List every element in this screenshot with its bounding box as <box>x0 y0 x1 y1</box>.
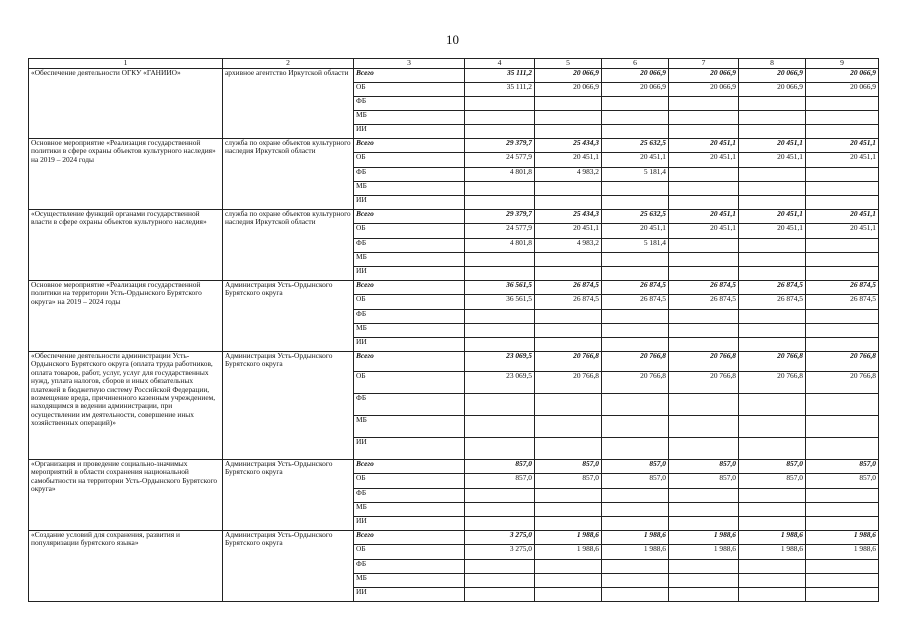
amount-cell: 1 988,6 <box>669 531 739 545</box>
amount-cell <box>602 517 669 531</box>
amount-cell: 20 451,1 <box>806 153 879 168</box>
funding-source-cell: ИИ <box>354 588 465 602</box>
amount-cell: 26 874,5 <box>806 281 879 295</box>
amount-cell <box>669 574 739 588</box>
amount-cell: 857,0 <box>739 474 806 489</box>
amount-cell <box>669 267 739 281</box>
amount-cell <box>806 196 879 210</box>
amount-cell: 29 379,7 <box>465 210 535 224</box>
funding-source-cell: ФБ <box>354 97 465 111</box>
measure-name-cell: «Создание условий для сохранения, развития и популяризации бурятского языка» <box>29 531 223 602</box>
funding-source-cell: ОБ <box>354 372 465 394</box>
amount-cell <box>465 503 535 517</box>
funding-source-cell: ФБ <box>354 394 465 416</box>
amount-cell <box>602 196 669 210</box>
measure-name-cell: Основное мероприятие «Реализация государственной политики в сфере охраны объектов культурного наследия» на 2019 – 2024 годы <box>29 139 223 210</box>
amount-cell: 26 874,5 <box>602 295 669 310</box>
funding-source-cell: Всего <box>354 139 465 153</box>
amount-cell <box>535 503 602 517</box>
amount-cell <box>602 560 669 574</box>
amount-cell: 4 801,8 <box>465 168 535 182</box>
amount-cell <box>465 196 535 210</box>
amount-cell <box>806 125 879 139</box>
amount-cell: 23 069,5 <box>465 372 535 394</box>
amount-cell: 20 451,1 <box>739 210 806 224</box>
amount-cell <box>739 394 806 416</box>
executor-cell: Администрация Усть-Ордынского Бурятского округа <box>223 460 354 531</box>
amount-cell: 26 874,5 <box>669 281 739 295</box>
executor-cell: Администрация Усть-Ордынского Бурятского округа <box>223 352 354 460</box>
amount-cell <box>535 560 602 574</box>
amount-cell <box>535 324 602 338</box>
amount-cell <box>602 438 669 460</box>
header-cell: 2 <box>223 59 354 69</box>
funding-source-cell: Всего <box>354 460 465 474</box>
amount-cell: 20 766,8 <box>739 352 806 372</box>
header-cell: 3 <box>354 59 465 69</box>
measure-name-cell: «Организация и проведение социально-значимых мероприятий в области сохранения национальной самобытности на территории Усть-Ордынского Бурятского округа» <box>29 460 223 531</box>
header-cell: 7 <box>669 59 739 69</box>
amount-cell: 23 069,5 <box>465 352 535 372</box>
amount-cell <box>739 416 806 438</box>
amount-cell <box>806 338 879 352</box>
amount-cell <box>669 111 739 125</box>
amount-cell: 20 066,9 <box>739 69 806 83</box>
funding-source-cell: Всего <box>354 210 465 224</box>
amount-cell <box>535 416 602 438</box>
amount-cell: 20 066,9 <box>806 83 879 97</box>
amount-cell <box>669 196 739 210</box>
funding-source-cell: ИИ <box>354 338 465 352</box>
amount-cell <box>669 416 739 438</box>
funding-source-cell: ИИ <box>354 267 465 281</box>
amount-cell: 35 111,2 <box>465 69 535 83</box>
amount-cell <box>739 310 806 324</box>
amount-cell <box>602 338 669 352</box>
funding-source-cell: Всего <box>354 352 465 372</box>
amount-cell: 24 577,9 <box>465 224 535 239</box>
amount-cell: 20 066,9 <box>535 83 602 97</box>
amount-cell: 857,0 <box>739 460 806 474</box>
amount-cell: 36 561,5 <box>465 281 535 295</box>
amount-cell: 857,0 <box>806 460 879 474</box>
amount-cell: 20 451,1 <box>806 210 879 224</box>
amount-cell <box>602 253 669 267</box>
amount-cell: 20 451,1 <box>602 153 669 168</box>
executor-cell: служба по охране объектов культурного наследия Иркутской области <box>223 139 354 210</box>
amount-cell <box>602 574 669 588</box>
amount-cell: 20 766,8 <box>806 372 879 394</box>
amount-cell <box>669 438 739 460</box>
amount-cell: 857,0 <box>535 474 602 489</box>
amount-cell: 857,0 <box>465 474 535 489</box>
executor-cell: служба по охране объектов культурного наследия Иркутской области <box>223 210 354 281</box>
funding-source-cell: Всего <box>354 69 465 83</box>
amount-cell <box>602 111 669 125</box>
amount-cell <box>465 489 535 503</box>
amount-cell <box>806 182 879 196</box>
amount-cell: 20 766,8 <box>739 372 806 394</box>
amount-cell: 1 988,6 <box>739 531 806 545</box>
funding-source-cell: Всего <box>354 281 465 295</box>
funding-source-cell: ОБ <box>354 474 465 489</box>
executor-cell: Администрация Усть-Ордынского Бурятского округа <box>223 281 354 352</box>
amount-cell: 857,0 <box>669 460 739 474</box>
amount-cell <box>669 517 739 531</box>
amount-cell: 857,0 <box>465 460 535 474</box>
amount-cell: 4 983,2 <box>535 239 602 253</box>
measure-name-cell: Основное мероприятие «Реализация государственной политики на территории Усть-Ордынского Бурятского округа» на 2019 – 2024 годы <box>29 281 223 352</box>
amount-cell <box>739 168 806 182</box>
amount-cell <box>669 253 739 267</box>
amount-cell: 1 988,6 <box>602 531 669 545</box>
amount-cell: 26 874,5 <box>669 295 739 310</box>
amount-cell <box>739 517 806 531</box>
amount-cell <box>535 588 602 602</box>
funding-source-cell: ФБ <box>354 560 465 574</box>
amount-cell: 20 451,1 <box>535 224 602 239</box>
funding-source-cell: ИИ <box>354 125 465 139</box>
executor-cell: архивное агентство Иркутской области <box>223 69 354 139</box>
amount-cell <box>535 338 602 352</box>
amount-cell <box>739 97 806 111</box>
amount-cell <box>465 438 535 460</box>
funding-source-cell: ФБ <box>354 168 465 182</box>
amount-cell: 857,0 <box>806 474 879 489</box>
amount-cell <box>739 560 806 574</box>
amount-cell: 25 632,5 <box>602 210 669 224</box>
table-row <box>29 352 879 372</box>
amount-cell <box>602 310 669 324</box>
header-row <box>29 59 879 69</box>
funding-source-cell: ОБ <box>354 83 465 97</box>
amount-cell: 1 988,6 <box>739 545 806 560</box>
amount-cell <box>806 588 879 602</box>
amount-cell: 20 066,9 <box>669 83 739 97</box>
amount-cell <box>669 560 739 574</box>
table-row <box>29 139 879 153</box>
amount-cell: 857,0 <box>535 460 602 474</box>
amount-cell <box>535 489 602 503</box>
amount-cell <box>806 438 879 460</box>
funding-source-cell: МБ <box>354 253 465 267</box>
amount-cell: 26 874,5 <box>535 281 602 295</box>
amount-cell <box>535 196 602 210</box>
amount-cell <box>806 239 879 253</box>
amount-cell <box>739 438 806 460</box>
budget-table <box>28 58 879 602</box>
amount-cell: 26 874,5 <box>739 281 806 295</box>
amount-cell: 4 801,8 <box>465 239 535 253</box>
amount-cell: 20 766,8 <box>602 372 669 394</box>
amount-cell <box>602 489 669 503</box>
amount-cell <box>535 125 602 139</box>
amount-cell <box>465 588 535 602</box>
measure-name-cell: «Обеспечение деятельности ОГКУ «ГАНИИО» <box>29 69 223 139</box>
amount-cell: 20 451,1 <box>669 139 739 153</box>
funding-source-cell: ФБ <box>354 310 465 324</box>
amount-cell <box>806 517 879 531</box>
amount-cell: 20 451,1 <box>669 210 739 224</box>
amount-cell: 20 451,1 <box>669 224 739 239</box>
amount-cell: 857,0 <box>669 474 739 489</box>
amount-cell <box>465 111 535 125</box>
amount-cell: 857,0 <box>602 460 669 474</box>
table-row <box>29 460 879 474</box>
table-row <box>29 69 879 83</box>
amount-cell: 20 451,1 <box>806 139 879 153</box>
amount-cell: 1 988,6 <box>602 545 669 560</box>
amount-cell: 5 181,4 <box>602 168 669 182</box>
amount-cell <box>602 324 669 338</box>
amount-cell <box>535 310 602 324</box>
amount-cell: 20 451,1 <box>739 224 806 239</box>
amount-cell <box>535 111 602 125</box>
amount-cell: 5 181,4 <box>602 239 669 253</box>
amount-cell: 1 988,6 <box>535 545 602 560</box>
amount-cell <box>669 588 739 602</box>
amount-cell: 857,0 <box>602 474 669 489</box>
amount-cell: 20 766,8 <box>602 352 669 372</box>
amount-cell: 20 066,9 <box>669 69 739 83</box>
amount-cell <box>739 182 806 196</box>
amount-cell <box>465 338 535 352</box>
amount-cell <box>806 416 879 438</box>
amount-cell <box>602 182 669 196</box>
amount-cell <box>739 125 806 139</box>
amount-cell: 20 066,9 <box>739 83 806 97</box>
amount-cell: 26 874,5 <box>602 281 669 295</box>
amount-cell <box>806 253 879 267</box>
amount-cell <box>806 310 879 324</box>
amount-cell: 26 874,5 <box>739 295 806 310</box>
amount-cell: 4 983,2 <box>535 168 602 182</box>
amount-cell <box>535 574 602 588</box>
amount-cell <box>806 324 879 338</box>
amount-cell: 1 988,6 <box>669 545 739 560</box>
amount-cell: 20 066,9 <box>602 69 669 83</box>
amount-cell <box>535 97 602 111</box>
funding-source-cell: ОБ <box>354 295 465 310</box>
funding-source-cell: МБ <box>354 182 465 196</box>
amount-cell <box>806 111 879 125</box>
amount-cell: 25 434,3 <box>535 210 602 224</box>
amount-cell <box>602 416 669 438</box>
amount-cell <box>806 574 879 588</box>
amount-cell <box>669 394 739 416</box>
amount-cell: 20 066,9 <box>806 69 879 83</box>
amount-cell <box>806 394 879 416</box>
amount-cell <box>739 196 806 210</box>
amount-cell <box>535 253 602 267</box>
amount-cell <box>739 253 806 267</box>
amount-cell <box>739 574 806 588</box>
amount-cell <box>465 310 535 324</box>
header-cell: 8 <box>739 59 806 69</box>
amount-cell <box>535 267 602 281</box>
amount-cell <box>465 394 535 416</box>
amount-cell <box>465 267 535 281</box>
amount-cell: 20 066,9 <box>602 83 669 97</box>
amount-cell: 1 988,6 <box>535 531 602 545</box>
header-cell: 4 <box>465 59 535 69</box>
funding-source-cell: ФБ <box>354 239 465 253</box>
amount-cell: 20 766,8 <box>535 372 602 394</box>
funding-source-cell: МБ <box>354 503 465 517</box>
amount-cell <box>465 416 535 438</box>
page-number: 10 <box>446 32 459 47</box>
amount-cell <box>669 338 739 352</box>
amount-cell: 20 766,8 <box>669 352 739 372</box>
amount-cell <box>669 182 739 196</box>
amount-cell: 20 451,1 <box>806 224 879 239</box>
amount-cell: 29 379,7 <box>465 139 535 153</box>
measure-name-cell: «Обеспечение деятельности администрации Усть-Ордынского Бурятского округа (оплата труда работников, оплата товаров, работ, услуг, услуг для государственных нужд, уплата налогов, сборов и иных обязательных платежей в бюджетную систему Российской Федерации, возмещение вреда, причиненного казенным учреждением, находящимся в ведении администрации, при осуществлении им деятельности, совершение иных хозяйственных операций)» <box>29 352 223 460</box>
amount-cell: 20 451,1 <box>602 224 669 239</box>
amount-cell: 1 988,6 <box>806 545 879 560</box>
amount-cell <box>465 324 535 338</box>
table-row <box>29 210 879 224</box>
amount-cell <box>465 253 535 267</box>
funding-source-cell: Всего <box>354 531 465 545</box>
funding-source-cell: ФБ <box>354 489 465 503</box>
amount-cell: 3 275,0 <box>465 545 535 560</box>
amount-cell <box>739 111 806 125</box>
amount-cell <box>465 125 535 139</box>
amount-cell <box>669 324 739 338</box>
header-cell: 1 <box>29 59 223 69</box>
amount-cell: 20 451,1 <box>739 153 806 168</box>
table-row <box>29 281 879 295</box>
executor-cell: Администрация Усть-Ордынского Бурятского округа <box>223 531 354 602</box>
funding-source-cell: МБ <box>354 324 465 338</box>
amount-cell: 20 066,9 <box>535 69 602 83</box>
amount-cell: 25 632,5 <box>602 139 669 153</box>
amount-cell <box>739 324 806 338</box>
amount-cell <box>669 489 739 503</box>
amount-cell: 20 766,8 <box>535 352 602 372</box>
amount-cell <box>806 560 879 574</box>
amount-cell: 3 275,0 <box>465 531 535 545</box>
amount-cell <box>535 517 602 531</box>
amount-cell <box>602 267 669 281</box>
header-cell: 5 <box>535 59 602 69</box>
amount-cell: 1 988,6 <box>806 531 879 545</box>
measure-name-cell: «Осуществление функций органами государственной власти в сфере охраны объектов культурного наследия» <box>29 210 223 281</box>
amount-cell <box>806 97 879 111</box>
header-cell: 9 <box>806 59 879 69</box>
amount-cell <box>465 560 535 574</box>
amount-cell: 26 874,5 <box>806 295 879 310</box>
amount-cell <box>465 182 535 196</box>
amount-cell <box>465 574 535 588</box>
amount-cell <box>669 503 739 517</box>
funding-source-cell: ИИ <box>354 196 465 210</box>
amount-cell <box>739 489 806 503</box>
amount-cell <box>669 125 739 139</box>
amount-cell: 20 451,1 <box>535 153 602 168</box>
amount-cell <box>602 97 669 111</box>
funding-source-cell: ИИ <box>354 517 465 531</box>
amount-cell <box>806 267 879 281</box>
amount-cell <box>602 588 669 602</box>
amount-cell <box>739 503 806 517</box>
amount-cell <box>739 588 806 602</box>
amount-cell: 35 111,2 <box>465 83 535 97</box>
funding-source-cell: МБ <box>354 111 465 125</box>
amount-cell <box>465 97 535 111</box>
funding-source-cell: ИИ <box>354 438 465 460</box>
amount-cell: 36 561,5 <box>465 295 535 310</box>
amount-cell <box>465 517 535 531</box>
amount-cell <box>535 394 602 416</box>
table-body <box>29 69 879 602</box>
amount-cell <box>602 125 669 139</box>
table-row <box>29 531 879 545</box>
amount-cell <box>602 394 669 416</box>
amount-cell <box>669 310 739 324</box>
amount-cell <box>669 239 739 253</box>
amount-cell: 24 577,9 <box>465 153 535 168</box>
funding-source-cell: ОБ <box>354 224 465 239</box>
amount-cell: 26 874,5 <box>535 295 602 310</box>
amount-cell <box>535 438 602 460</box>
funding-source-cell: ОБ <box>354 545 465 560</box>
amount-cell: 20 451,1 <box>739 139 806 153</box>
amount-cell: 25 434,3 <box>535 139 602 153</box>
amount-cell <box>806 489 879 503</box>
funding-source-cell: ОБ <box>354 153 465 168</box>
amount-cell: 20 766,8 <box>669 372 739 394</box>
amount-cell <box>806 168 879 182</box>
amount-cell <box>535 182 602 196</box>
amount-cell: 20 451,1 <box>669 153 739 168</box>
amount-cell <box>739 239 806 253</box>
amount-cell: 20 766,8 <box>806 352 879 372</box>
amount-cell <box>739 267 806 281</box>
amount-cell <box>602 503 669 517</box>
funding-source-cell: МБ <box>354 416 465 438</box>
amount-cell <box>669 97 739 111</box>
amount-cell <box>739 338 806 352</box>
header-cell: 6 <box>602 59 669 69</box>
funding-source-cell: МБ <box>354 574 465 588</box>
amount-cell <box>669 168 739 182</box>
amount-cell <box>806 503 879 517</box>
